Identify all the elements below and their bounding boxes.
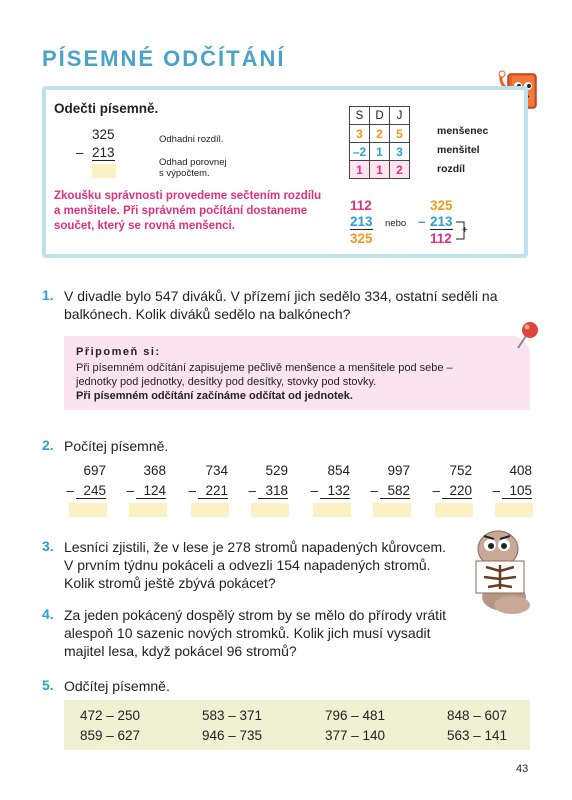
minus-sign: – bbox=[76, 145, 84, 160]
check-explanation: Zkoušku správnosti provedeme sečtením rozdílu a menšitele. Při správném počítání dostaneme součet, který se rovná menšenci. bbox=[54, 190, 322, 232]
column-top: 997 bbox=[387, 463, 410, 478]
reminder-line2: jednotky pod jednotky, desítky pod desítky, stovky pod stovky. bbox=[76, 376, 377, 388]
answer-box[interactable] bbox=[495, 503, 533, 517]
minus-sign: – bbox=[66, 483, 74, 498]
minus-sign: – bbox=[248, 483, 256, 498]
column-top: 752 bbox=[449, 463, 472, 478]
column-bottom: 124 bbox=[136, 483, 166, 499]
reminder-line1: Při písemném odčítání zapisujeme pečlivě menšence a menšitele pod sebe – bbox=[76, 362, 453, 374]
check1-sum: 325 bbox=[350, 231, 373, 246]
task-number: 2. bbox=[42, 437, 54, 453]
exercise-item: 377 – 140 bbox=[325, 728, 386, 743]
answer-box[interactable] bbox=[191, 503, 229, 517]
task3-line3: Kolik stromů ještě zbývá pokácet? bbox=[64, 575, 276, 591]
answer-box[interactable] bbox=[313, 503, 351, 517]
column-top: 734 bbox=[205, 463, 228, 478]
cell: 1 bbox=[350, 161, 370, 179]
answer-box[interactable] bbox=[251, 503, 289, 517]
exercise-item: 563 – 141 bbox=[447, 728, 508, 743]
plus-sign: + bbox=[462, 225, 468, 236]
exercise-item: 796 – 481 bbox=[325, 708, 386, 723]
check2-minus: – bbox=[418, 214, 426, 229]
task4-line3: majitel lesa, když pokácel 96 stromů? bbox=[64, 643, 297, 659]
check1-b: 213 bbox=[350, 214, 373, 229]
reminder-line3: Při písemném odčítání začínáme odčítat od jednotek. bbox=[76, 390, 353, 402]
answer-box[interactable] bbox=[373, 503, 411, 517]
header-tens: D bbox=[370, 107, 390, 125]
cell-value: 2 bbox=[359, 144, 367, 159]
example-note-compare-2: s výpočtem. bbox=[159, 168, 210, 179]
exercise-item: 946 – 735 bbox=[202, 728, 263, 743]
example-note-estimate: Odhadni rozdíl. bbox=[159, 134, 224, 145]
column-bottom: 221 bbox=[198, 483, 228, 499]
page-number: 43 bbox=[516, 763, 529, 775]
header-hundreds: S bbox=[350, 107, 370, 125]
exercise-item: 583 – 371 bbox=[202, 708, 263, 723]
cell bbox=[350, 143, 370, 161]
column-bottom: 318 bbox=[258, 483, 288, 499]
column-bottom: 132 bbox=[320, 483, 350, 499]
column-bottom: 582 bbox=[380, 483, 410, 499]
cell: 1 bbox=[370, 143, 390, 161]
task4-line1: Za jeden pokácený dospělý strom by se mělo do přírody vrátit bbox=[64, 607, 447, 623]
minus-sign: – bbox=[370, 483, 378, 498]
task-number: 1. bbox=[42, 287, 54, 303]
task5-text: Odčítej písemně. bbox=[64, 678, 170, 694]
bark-beetle-icon bbox=[468, 527, 538, 617]
task-number: 5. bbox=[42, 677, 54, 693]
answer-box[interactable] bbox=[435, 503, 473, 517]
column-top: 697 bbox=[83, 463, 106, 478]
page-title: PÍSEMNÉ ODČÍTÁNÍ bbox=[42, 46, 286, 71]
cell: 5 bbox=[390, 125, 410, 143]
reminder-heading: Připomeň si: bbox=[76, 346, 161, 358]
cell: 2 bbox=[390, 161, 410, 179]
column-top: 529 bbox=[265, 463, 288, 478]
check1-a: 112 bbox=[350, 198, 372, 213]
example-answer-box bbox=[92, 164, 116, 178]
header-units: J bbox=[390, 107, 410, 125]
minus-sign: – bbox=[432, 483, 440, 498]
exercise-item: 859 – 627 bbox=[80, 728, 141, 743]
column-top: 368 bbox=[143, 463, 166, 478]
task1-line2: balkónech. Kolik diváků sedělo na balkónech? bbox=[64, 306, 351, 322]
exercise-item: 848 – 607 bbox=[447, 708, 508, 723]
task2-text: Počítej písemně. bbox=[64, 438, 169, 454]
cell: 2 bbox=[370, 125, 390, 143]
column-bottom: 245 bbox=[76, 483, 106, 499]
task3-line1: Lesníci zjistili, že v lese je 278 stromů napadených kůrovcem. bbox=[64, 539, 447, 555]
minus-sign: – bbox=[310, 483, 318, 498]
or-word: nebo bbox=[385, 218, 407, 229]
example-subtrahend: 213 bbox=[92, 145, 115, 160]
task4-line2: alespoň 10 sazenic nových stromků. Kolik jich musí vysadit bbox=[64, 625, 431, 641]
example-heading: Odečti písemně. bbox=[54, 101, 159, 116]
example-minuend: 325 bbox=[92, 127, 115, 142]
answer-box[interactable] bbox=[69, 503, 107, 517]
minus-sign: – bbox=[126, 483, 134, 498]
label-minuend: menšenec bbox=[437, 125, 489, 137]
check2-result: 112 bbox=[430, 231, 452, 246]
task1-line1: V divadle bylo 547 diváků. V přízemí jich sedělo 334, ostatní seděli na bbox=[64, 288, 498, 304]
cell: 1 bbox=[370, 161, 390, 179]
task3-line2: V prvním týdnu pokáceli a odvezli 154 napadených stromů. bbox=[64, 557, 431, 573]
minus-sign: – bbox=[352, 144, 360, 159]
column-bottom: 220 bbox=[442, 483, 472, 499]
place-value-table bbox=[349, 106, 410, 179]
example-note-compare-1: Odhad porovnej bbox=[159, 157, 227, 168]
column-bottom: 105 bbox=[502, 483, 532, 499]
check2-a: 325 bbox=[430, 198, 453, 213]
minus-sign: – bbox=[492, 483, 500, 498]
label-difference: rozdíl bbox=[437, 163, 465, 175]
task-number: 4. bbox=[42, 606, 54, 622]
column-top: 408 bbox=[509, 463, 532, 478]
answer-box[interactable] bbox=[129, 503, 167, 517]
task-number: 3. bbox=[42, 538, 54, 554]
cell: 3 bbox=[390, 143, 410, 161]
check2-b: 213 bbox=[430, 214, 453, 229]
column-top: 854 bbox=[327, 463, 350, 478]
cell: 3 bbox=[350, 125, 370, 143]
pushpin-icon bbox=[514, 320, 542, 350]
label-subtrahend: menšitel bbox=[437, 144, 480, 156]
minus-sign: – bbox=[188, 483, 196, 498]
exercise-item: 472 – 250 bbox=[80, 708, 141, 723]
